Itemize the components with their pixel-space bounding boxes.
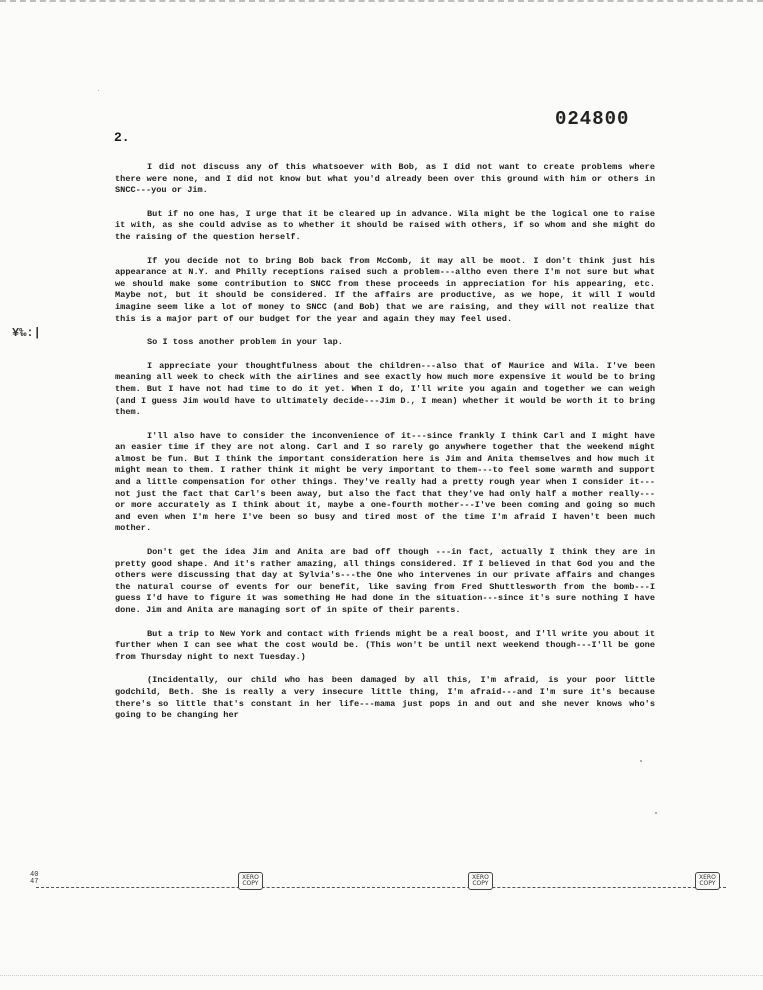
paragraph: But if no one has, I urge that it be cleared up in advance. Wila might be the logical one to raise it with, as she could advise as to whether it should be raised with others, if so whom and she might do the raising of the question herself. <box>115 208 655 242</box>
footer-dashed-line <box>36 887 726 888</box>
scan-speck <box>640 760 642 762</box>
edge-mark: 40 47 <box>30 871 39 886</box>
paragraph: So I toss another problem in your lap. <box>147 337 343 348</box>
top-border <box>0 0 763 8</box>
page-number: 2. <box>114 130 130 145</box>
paragraph: If you decide not to bring Bob back from McComb, it may all be moot. I don't think just his appearance at N.Y. and Philly receptions raised such a problem---altho even there I'm not sure but what we should make some contribution to SNCC from these proceeds in appreciation for his appearing, etc. Maybe not, but it should be considered. If the affairs are productive, as we hope, it will I would imagine seem like a lot of money to SNCC (and Bob) that we are raising, and they will not realize that this is a major part of our budget for the year and again they may feel used. <box>115 255 655 324</box>
document-number: 024800 <box>555 108 630 130</box>
xerox-copy-stamp: XERO COPY <box>238 872 263 890</box>
letter-body <box>115 162 655 734</box>
paragraph: Don't get the idea Jim and Anita are bad off though ---in fact, actually I think they are in pretty good shape. And it's rather amazing, all things considered. If I believed in that God you and the others were discussing that day at Sylvia's---the One who intervenes in our private affairs and changes the natural course of events for our benefit, like saving from Fred Shuttlesworth from the bomb---I guess I'd have to figure it was something He had done in the situation---since it's sure nothing I have done. Jim and Anita are managing sort of in spite of their parents. <box>115 547 655 615</box>
xerox-copy-stamp: XERO COPY <box>468 872 493 890</box>
paragraph: (Incidentally, our child who has been damaged by all this, I'm afraid, is your poor little godchild, Beth. She is really a very insecure little thing, I'm afraid---and I'm sure it's because there's so little that's constant in her life---mama just pops in and out and she never knows who's going to be changing her <box>115 675 655 721</box>
paragraph: But a trip to New York and contact with friends might be a real boost, and I'll write you about it further when I can see what the cost would be. (This won't be until next weekend though---I'll be gone from Thursday night to next Tuesday.) <box>115 628 655 662</box>
scan-speck <box>98 90 99 91</box>
bottom-border <box>0 975 763 976</box>
scan-speck <box>655 812 657 814</box>
paragraph: I did not discuss any of this whatsoever with Bob, as I did not want to create problems where there were none, and I did not know but what you'd already been over this ground with him or others in SNCC---you or Jim. <box>115 162 655 196</box>
margin-mark: ¥‰:| <box>12 326 41 340</box>
xerox-copy-stamp: XERO COPY <box>695 872 720 890</box>
paragraph: I appreciate your thoughtfulness about the children---also that of Maurice and Wila. I've been meaning all week to check with the airlines and see exactly how much more expensive it would be to bring them. But I have not had time to do it yet. When I do, I'll write you again and together we can weigh (and I guess Jim would have to ultimately decide---Jim D., I mean) whether it would be worth it to bring them. <box>115 360 655 418</box>
paragraph: I'll also have to consider the inconvenience of it---since frankly I think Carl and I might have an easier time if they are not along. Carl and I so rarely go anywhere together that the weekend might almost be fun. But I think the important consideration here is Jim and Anita themselves and how much it might mean to them. I rather think it might be very important to them---to feel some warmth and support and a little compensation for other things. They've really had a pretty rough year when I consider it---not just the fact that Carl's been away, but also the fact that they've had only half a mother really---or more accurately as I think about it, maybe a one-fourth mother---I've been coming and going so much and even when I'm here I've been so busy and tired most of the time I'm afraid I haven't been much mother. <box>115 430 655 534</box>
